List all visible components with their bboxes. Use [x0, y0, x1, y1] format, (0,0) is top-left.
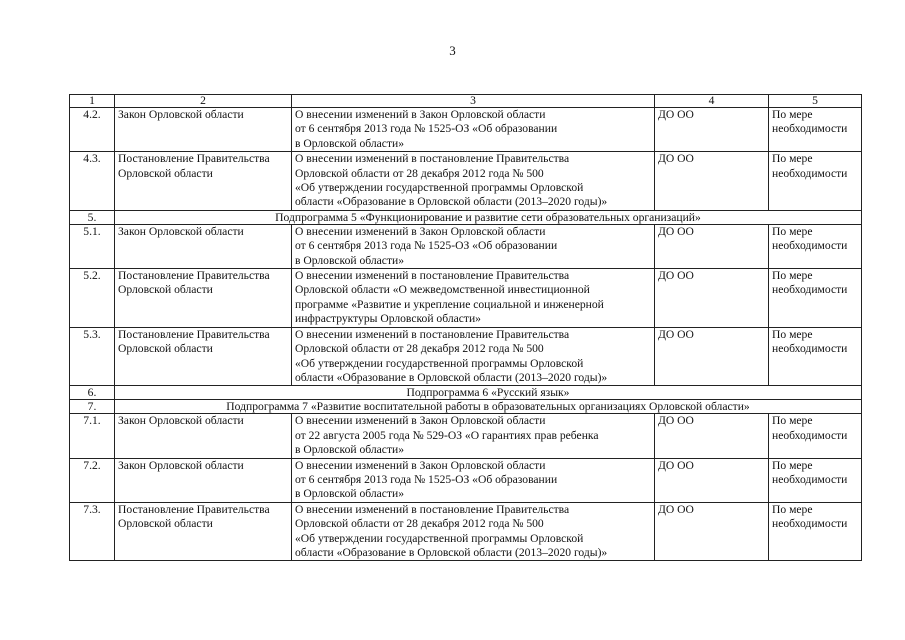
deadline-cell: По мере необходимости [769, 458, 862, 502]
act-title-cell: О внесении изменений в Закон Орловской области от 6 сентября 2013 года № 1525-ОЗ «Об образовании в Орловской области» [292, 108, 655, 152]
row-number: 7.2. [70, 458, 115, 502]
column-header-1: 1 [70, 95, 115, 108]
deadline-cell: По мере необходимости [769, 224, 862, 268]
row-number: 7.3. [70, 502, 115, 561]
table-row [70, 458, 862, 502]
row-number: 7. [70, 400, 115, 414]
deadline-cell: По мере необходимости [769, 152, 862, 211]
act-title-cell: О внесении изменений в Закон Орловской области от 6 сентября 2013 года № 1525-ОЗ «Об образовании в Орловской области» [292, 224, 655, 268]
row-number: 7.1. [70, 414, 115, 458]
document-type-cell: Постановление Правительства Орловской области [115, 152, 292, 211]
executor-cell: ДО ОО [655, 224, 769, 268]
executor-cell: ДО ОО [655, 108, 769, 152]
row-number: 6. [70, 386, 115, 400]
subprogram-row [70, 386, 862, 400]
table-row [70, 414, 862, 458]
table-body [70, 95, 862, 561]
deadline-cell: По мере необходимости [769, 502, 862, 561]
row-number: 5.2. [70, 269, 115, 328]
row-number: 5.1. [70, 224, 115, 268]
act-title-cell: О внесении изменений в постановление Правительства Орловской области «О межведомственной инвестиционной программе «Развитие и укрепление социальной и инженерной инфраструктуры Орловской области» [292, 269, 655, 328]
deadline-cell: По мере необходимости [769, 327, 862, 386]
table-row [70, 269, 862, 328]
subprogram-title: Подпрограмма 7 «Развитие воспитательной работы в образовательных организациях Орловской области» [115, 400, 862, 414]
document-type-cell: Закон Орловской области [115, 224, 292, 268]
table-row [70, 327, 862, 386]
row-number: 5.3. [70, 327, 115, 386]
table-row [70, 108, 862, 152]
column-number-row [70, 95, 862, 108]
document-type-cell: Постановление Правительства Орловской области [115, 327, 292, 386]
deadline-cell: По мере необходимости [769, 414, 862, 458]
act-title-cell: О внесении изменений в постановление Правительства Орловской области от 28 декабря 2012 года № 500 «Об утверждении государственной программы Орловской области «Образование в Орловской области (2013–2020 годы)» [292, 502, 655, 561]
legal-acts-table [69, 94, 862, 561]
column-header-5: 5 [769, 95, 862, 108]
act-title-cell: О внесении изменений в постановление Правительства Орловской области от 28 декабря 2012 года № 500 «Об утверждении государственной программы Орловской области «Образование в Орловской области (2013–2020 годы)» [292, 327, 655, 386]
subprogram-title: Подпрограмма 6 «Русский язык» [115, 386, 862, 400]
column-header-3: 3 [292, 95, 655, 108]
row-number: 4.2. [70, 108, 115, 152]
column-header-4: 4 [655, 95, 769, 108]
page-number: 3 [449, 43, 456, 58]
document-type-cell: Закон Орловской области [115, 414, 292, 458]
act-title-cell: О внесении изменений в Закон Орловской области от 6 сентября 2013 года № 1525-ОЗ «Об образовании в Орловской области» [292, 458, 655, 502]
table-row [70, 224, 862, 268]
executor-cell: ДО ОО [655, 502, 769, 561]
act-title-cell: О внесении изменений в Закон Орловской области от 22 августа 2005 года № 529-ОЗ «О гарантиях прав ребенка в Орловской области» [292, 414, 655, 458]
row-number: 5. [70, 210, 115, 224]
deadline-cell: По мере необходимости [769, 108, 862, 152]
document-type-cell: Закон Орловской области [115, 108, 292, 152]
subprogram-row [70, 400, 862, 414]
executor-cell: ДО ОО [655, 458, 769, 502]
table-row [70, 502, 862, 561]
row-number: 4.3. [70, 152, 115, 211]
act-title-cell: О внесении изменений в постановление Правительства Орловской области от 28 декабря 2012 года № 500 «Об утверждении государственной программы Орловской области «Образование в Орловской области (2013–2020 годы)» [292, 152, 655, 211]
document-type-cell: Закон Орловской области [115, 458, 292, 502]
document-type-cell: Постановление Правительства Орловской области [115, 269, 292, 328]
executor-cell: ДО ОО [655, 269, 769, 328]
executor-cell: ДО ОО [655, 327, 769, 386]
subprogram-title: Подпрограмма 5 «Функционирование и развитие сети образовательных организаций» [115, 210, 862, 224]
table-row [70, 152, 862, 211]
executor-cell: ДО ОО [655, 152, 769, 211]
deadline-cell: По мере необходимости [769, 269, 862, 328]
subprogram-row [70, 210, 862, 224]
column-header-2: 2 [115, 95, 292, 108]
executor-cell: ДО ОО [655, 414, 769, 458]
document-type-cell: Постановление Правительства Орловской области [115, 502, 292, 561]
